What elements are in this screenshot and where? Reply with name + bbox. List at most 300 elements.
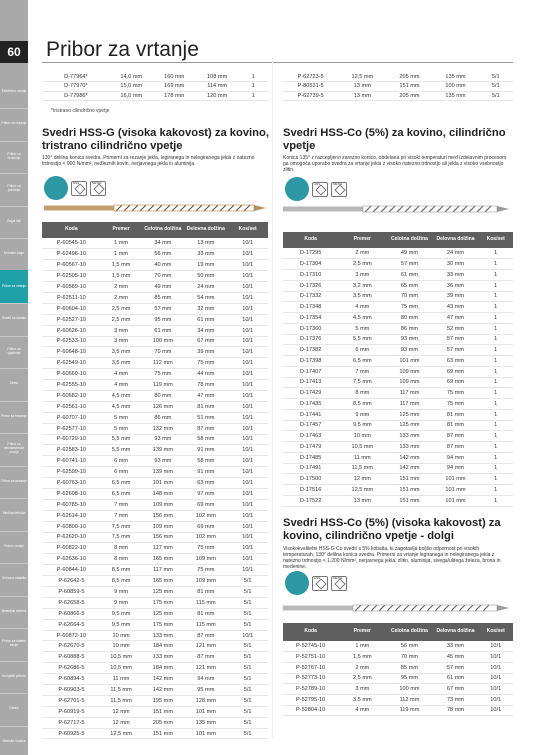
table-row (283, 641, 513, 652)
sidebar-item[interactable] (0, 433, 28, 467)
table-row (283, 291, 513, 302)
table-cell: D-17310 (283, 270, 338, 281)
table-cell: 11,5 mm (338, 463, 386, 474)
table-cell: 12,5 mm (338, 72, 386, 82)
table-row (42, 390, 268, 401)
table-cell: 47 mm (184, 390, 227, 401)
table-cell: P-62549-10 (42, 358, 101, 369)
table-cell: 75 mm (432, 399, 478, 410)
table-cell: 1 (478, 495, 513, 506)
table-cell: 1 (478, 452, 513, 463)
table-cell: 10/1 (227, 445, 268, 456)
table-cell: 4,5 mm (101, 390, 142, 401)
sidebar-item[interactable] (0, 335, 28, 369)
page-number: 60 (0, 41, 28, 63)
table-cell: 1 (478, 259, 513, 270)
table-cell: 87 mm (184, 423, 227, 434)
table-cell: 10/1 (227, 380, 268, 391)
table-cell: 63 mm (184, 478, 227, 489)
table-cell: P-60604-10 (42, 303, 101, 314)
table-row (283, 694, 513, 705)
table-cell: 109 mm (184, 554, 227, 565)
table-cell: 7 mm (338, 366, 386, 377)
table-cell: P-60741-10 (42, 456, 101, 467)
table-cell: 8,5 mm (101, 576, 142, 587)
table-cell: 10/1 (227, 292, 268, 303)
table-cell: P-62555-10 (42, 380, 101, 391)
table-cell: P-60888-5 (42, 652, 101, 663)
table-row (283, 673, 513, 684)
table-cell: 148 mm (141, 488, 184, 499)
table-cell: 1 (478, 442, 513, 453)
table-cell: 54 mm (184, 292, 227, 303)
table-cell: P-60567-10 (42, 260, 101, 271)
table-cell: 12,5 mm (101, 728, 142, 739)
table-cell: 133 mm (386, 431, 432, 442)
table-cell: 5 mm (101, 412, 142, 423)
table-cell: 10/1 (227, 543, 268, 554)
table-cell: P-62658-5 (42, 597, 101, 608)
table-cell: 1 (478, 474, 513, 485)
table-cell: 2,5 mm (338, 259, 386, 270)
table-cell: 9 mm (101, 597, 142, 608)
table-cell: P-60925-5 (42, 728, 101, 739)
table-cell: P-60648-10 (42, 347, 101, 358)
table-cell: 6,5 mm (101, 488, 142, 499)
table-cell: P-62599-10 (42, 467, 101, 478)
table-row (42, 619, 268, 630)
table-cell: 133 mm (386, 442, 432, 453)
table-cell: 57 mm (432, 345, 478, 356)
table-cell: 1 (478, 291, 513, 302)
table-cell: 70 mm (141, 271, 184, 282)
table-cell: 142 mm (141, 674, 184, 685)
table-cell: D-17435 (283, 399, 338, 410)
table-cell: 56 mm (141, 249, 184, 260)
table-cell: 5/1 (227, 576, 268, 587)
table-cell: 117 mm (141, 543, 184, 554)
table-cell: D-17457 (283, 420, 338, 431)
table-row (283, 474, 513, 485)
table-cell: 39 mm (184, 347, 227, 358)
table-cell: 5,5 mm (101, 445, 142, 456)
table-cell: D-17326 (283, 280, 338, 291)
table-cell: P-62608-10 (42, 488, 101, 499)
table-cell: 10/1 (227, 456, 268, 467)
table-cell: 78 mm (184, 380, 227, 391)
table-cell: 1 (478, 463, 513, 474)
sidebar-item-label: Delovna oblačila (1, 576, 27, 581)
sidebar-item[interactable] (0, 563, 28, 597)
column-header: Kos/set (478, 623, 513, 641)
table-row (42, 685, 268, 696)
table-cell: 1 (478, 248, 513, 259)
table-cell: 10/1 (227, 369, 268, 380)
table-cell: 109 mm (386, 366, 432, 377)
table-cell: 135 mm (184, 717, 227, 728)
table-cell: 151 mm (386, 82, 432, 92)
table-row (42, 434, 268, 445)
table-cell: 184 mm (141, 663, 184, 674)
table-cell: P-62686-5 (42, 663, 101, 674)
title-rule (42, 62, 513, 63)
table-cell: 5/1 (227, 652, 268, 663)
column-divider (272, 58, 273, 738)
table-row (283, 323, 513, 334)
table-cell: P-62717-5 (42, 717, 101, 728)
sidebar-item[interactable] (0, 75, 28, 109)
table-cell: 1 (239, 91, 268, 101)
table-row (283, 270, 513, 281)
table-cell: 10,5 mm (101, 652, 142, 663)
table-cell: 10/1 (227, 488, 268, 499)
table-cell: 133 mm (141, 630, 184, 641)
table-cell: 6 mm (101, 467, 142, 478)
table-cell: 10/1 (227, 336, 268, 347)
table-cell: 67 mm (432, 684, 478, 695)
table-cell: 58 mm (184, 456, 227, 467)
table-cell: P-62511-10 (42, 292, 101, 303)
table-cell: 117 mm (386, 399, 432, 410)
table-row (42, 695, 268, 706)
table-cell: P-60894-5 (42, 674, 101, 685)
table-cell: 1 (478, 485, 513, 496)
table-cell: 10/1 (227, 358, 268, 369)
table-cell: 9,5 mm (338, 420, 386, 431)
table-row (283, 442, 513, 453)
table-cell: D-17376 (283, 334, 338, 345)
table-cell: 133 mm (141, 652, 184, 663)
table-cell: 139 mm (141, 467, 184, 478)
section3-title: Svedri HSS-Co (5%) (visoka kakovost) za kovino, cilindrično vpetje - dolgi (283, 517, 501, 543)
table-cell: 100 mm (386, 684, 432, 695)
table-cell: 10,5 mm (338, 442, 386, 453)
sidebar-item[interactable] (0, 498, 28, 532)
section2-icons (285, 177, 347, 201)
table-cell: 2 mm (101, 292, 142, 303)
table-cell: D-17304 (283, 259, 338, 270)
table-cell: P-60626-10 (42, 325, 101, 336)
table-cell: 5/1 (478, 72, 513, 82)
hss-icon: HSS (312, 182, 328, 197)
table-cell: 3,5 mm (338, 291, 386, 302)
table-cell: 101 mm (432, 485, 478, 496)
table-cell: D-17491 (283, 463, 338, 474)
column-header: Premer (101, 222, 142, 238)
table-cell: 1 (478, 366, 513, 377)
sidebar-item[interactable] (0, 368, 28, 402)
table-row (42, 652, 268, 663)
sidebar-item-label: Ostalo (9, 706, 19, 711)
table-row (42, 271, 268, 282)
table-cell: 8 mm (101, 554, 142, 565)
table-cell: P-52773-10 (283, 673, 338, 684)
table-cell: 61 mm (386, 270, 432, 281)
table-cell: 75 mm (432, 388, 478, 399)
table-cell: 75 mm (386, 302, 432, 313)
table-cell: 10/1 (227, 554, 268, 565)
table-cell: 57 mm (432, 334, 478, 345)
table-cell: D-17429 (283, 388, 338, 399)
table-cell: 1 (478, 431, 513, 442)
table-cell: 135 mm (432, 72, 478, 82)
table-row (42, 292, 268, 303)
table-cell: 50 mm (184, 271, 227, 282)
metal-icon: METAL (331, 576, 347, 591)
sidebar-item[interactable] (0, 465, 28, 499)
table-row (283, 388, 513, 399)
table-cell: P-62505-10 (42, 271, 101, 282)
table-cell: P-62533-10 (42, 336, 101, 347)
table-cell: 10/1 (227, 390, 268, 401)
table-cell: 87 mm (432, 431, 478, 442)
table-cell: 10/1 (478, 684, 513, 695)
table-cell: 1 (478, 280, 513, 291)
table-cell: P-62723-5 (283, 72, 338, 82)
table-cell: 3 mm (338, 684, 386, 695)
table-cell: P-60785-10 (42, 499, 101, 510)
drill-bit-image (44, 202, 270, 214)
table-cell: 5/1 (478, 82, 513, 92)
table-cell: 69 mm (432, 366, 478, 377)
table-cell: 95 mm (386, 673, 432, 684)
table-row (42, 608, 268, 619)
sidebar-item[interactable] (0, 660, 28, 694)
table-cell: 102 mm (184, 510, 227, 521)
table-row (283, 334, 513, 345)
table-cell: P-60800-10 (42, 521, 101, 532)
table-cell: 5/1 (227, 706, 268, 717)
table-cell: 10/1 (227, 325, 268, 336)
table-cell: 109 mm (184, 576, 227, 587)
table-cell: 34 mm (184, 325, 227, 336)
table-cell: D-17463 (283, 431, 338, 442)
table-row (42, 532, 268, 543)
table-row (42, 72, 268, 82)
table-cell: 8 mm (101, 543, 142, 554)
table-cell: 33 mm (432, 641, 478, 652)
table-cell: 43 mm (432, 302, 478, 313)
column-header: Celotna dolžina (386, 623, 432, 641)
table-cell: 9,5 mm (101, 608, 142, 619)
table-row (42, 717, 268, 728)
table-cell: 40 mm (141, 260, 184, 271)
table-cell: P-52789-10 (283, 684, 338, 695)
table-row (283, 356, 513, 367)
table-cell: 9 mm (101, 587, 142, 598)
table-cell: 156 mm (141, 510, 184, 521)
table-cell: 11,5 mm (101, 695, 142, 706)
table-row (42, 499, 268, 510)
table-cell: 49 mm (386, 248, 432, 259)
table-cell: 9,5 mm (101, 619, 142, 630)
table-cell: 5,5 mm (101, 434, 142, 445)
table-cell: 126 mm (141, 401, 184, 412)
drill-type-icon (285, 571, 309, 595)
table-cell: 6 mm (101, 456, 142, 467)
table-cell: 115 mm (184, 597, 227, 608)
table-cell: P-60707-10 (42, 412, 101, 423)
sidebar-item[interactable] (0, 628, 28, 662)
table-cell: 10/1 (478, 694, 513, 705)
table-row (283, 313, 513, 324)
table-cell: 80 mm (386, 313, 432, 324)
table-cell: 151 mm (141, 728, 184, 739)
table-cell: P-52795-10 (283, 694, 338, 705)
table-cell: 10/1 (227, 630, 268, 641)
table-cell: 12,5 mm (338, 485, 386, 496)
table-cell: 67 mm (184, 336, 227, 347)
table-row (283, 409, 513, 420)
sidebar-item[interactable] (0, 530, 28, 564)
table-row (42, 674, 268, 685)
sidebar-item[interactable] (0, 725, 28, 755)
sidebar-item[interactable] (0, 400, 28, 434)
table-cell: 1 mm (338, 641, 386, 652)
table-cell: 12 mm (101, 717, 142, 728)
table-cell: 13 mm (338, 91, 386, 101)
table-cell: 10/1 (227, 423, 268, 434)
table-row (283, 72, 513, 82)
sidebar-item[interactable] (0, 108, 28, 142)
table-cell: 63 mm (432, 356, 478, 367)
table-cell: P-60682-10 (42, 390, 101, 401)
page-title: Pribor za vrtanje (46, 38, 199, 61)
column-header: Celotna dolžina (386, 232, 432, 248)
table-cell: 91 mm (184, 445, 227, 456)
table-cell: 1 (478, 270, 513, 281)
sidebar-item[interactable] (0, 173, 28, 207)
table-cell: 10/1 (478, 662, 513, 673)
table-cell: 3,5 mm (101, 347, 142, 358)
sidebar-item[interactable] (0, 303, 28, 337)
table-cell: 36 mm (432, 280, 478, 291)
top-right-table (283, 72, 513, 101)
table-cell: 3 mm (101, 336, 142, 347)
table-cell: 45 mm (432, 652, 478, 663)
table-row (42, 238, 268, 249)
column-header: Kos/set (478, 232, 513, 248)
sidebar-item[interactable] (0, 270, 28, 304)
table-cell: 81 mm (432, 420, 478, 431)
sidebar-item[interactable] (0, 238, 28, 272)
table-cell: 61 mm (432, 673, 478, 684)
table-cell: 3,5 mm (101, 358, 142, 369)
table-cell: 81 mm (184, 401, 227, 412)
table-cell: 10/1 (227, 260, 268, 271)
table-cell: 81 mm (184, 587, 227, 598)
table-cell: 1,5 mm (101, 260, 142, 271)
table-cell: 73 mm (432, 694, 478, 705)
table-cell: 49 mm (141, 282, 184, 293)
table-row (283, 399, 513, 410)
table-cell: 178 mm (153, 91, 196, 101)
section1-title: Svedri HSS-G (visoka kakovost) za kovino, tristrano cilindrično vpetje (42, 127, 269, 153)
table-cell: 70 mm (386, 652, 432, 663)
sidebar-item[interactable] (0, 140, 28, 174)
table-row (283, 684, 513, 695)
table-cell: P-60903-5 (42, 685, 101, 696)
table-cell: 1 mm (101, 249, 142, 260)
sidebar-item-label: Pribor za sesanje (1, 478, 27, 483)
sidebar-item[interactable] (0, 595, 28, 629)
table-cell: 75 mm (184, 565, 227, 576)
table-cell: 100 mm (141, 336, 184, 347)
table-cell: 7 mm (101, 499, 142, 510)
table-row (42, 325, 268, 336)
table-cell: 57 mm (432, 662, 478, 673)
table-row (42, 587, 268, 598)
table-cell: 109 mm (141, 521, 184, 532)
table-cell: 112 mm (386, 694, 432, 705)
table-cell: 1 (478, 409, 513, 420)
table-cell: 7,5 mm (338, 377, 386, 388)
column-header: Koda (283, 232, 338, 248)
table-cell: 69 mm (432, 377, 478, 388)
table-row (283, 280, 513, 291)
table-cell: 101 mm (432, 474, 478, 485)
table-cell: P-62739-5 (283, 91, 338, 101)
table-row (42, 358, 268, 369)
column-header: Delovna dolžina (432, 623, 478, 641)
section2-title: Svedri HSS-Co (5%) za kovino, cilindrično vpetje (283, 127, 506, 153)
table-cell: 13 mm (184, 238, 227, 249)
column-header: Koda (42, 222, 101, 238)
table-cell: 119 mm (141, 380, 184, 391)
table-cell: 7 mm (101, 510, 142, 521)
table-row (42, 488, 268, 499)
table-cell: 1 (478, 420, 513, 431)
table-cell: 33 mm (184, 249, 227, 260)
table-cell: P-62642-5 (42, 576, 101, 587)
table-cell: 101 mm (432, 495, 478, 506)
table-cell: 10/1 (227, 532, 268, 543)
table-row (283, 705, 513, 716)
hss-icon: HSS (312, 576, 328, 591)
table-cell: 120 mm (196, 91, 239, 101)
sidebar-item-label: Električno orodje (1, 88, 27, 93)
table-cell: 13 mm (338, 495, 386, 506)
table-cell: 57 mm (386, 259, 432, 270)
table-cell: 8,5 mm (338, 399, 386, 410)
table-row (42, 630, 268, 641)
table-cell: 1 (478, 302, 513, 313)
table-row (42, 347, 268, 358)
sidebar-item-label: Pribor za rezanje (1, 121, 27, 126)
sidebar-item-label: Pribor za vrtanje (1, 283, 26, 288)
table-cell: 4 mm (101, 380, 142, 391)
table-row (283, 495, 513, 506)
section1-description: 130° delilna konica svedra. Primerni za rezanje jekla, legiranega in nelegiranega jekla z natezno trdnostjo < 900 N/mm², nežleznih kovin, nerjavnega jekla in aluminija. (42, 155, 255, 168)
table-cell: D-77986* (42, 91, 110, 101)
table-cell: 5/1 (227, 587, 268, 598)
table-cell: 94 mm (432, 463, 478, 474)
table-cell: 7,5 mm (101, 521, 142, 532)
table-cell: 81 mm (184, 608, 227, 619)
table-cell: D-17522 (283, 495, 338, 506)
sidebar-item[interactable] (0, 205, 28, 239)
table-cell: 5/1 (227, 641, 268, 652)
table-cell: 14,0 mm (110, 72, 153, 82)
table-cell: D-17360 (283, 323, 338, 334)
table-cell: 5 mm (101, 423, 142, 434)
table-cell: P-80531-5 (283, 82, 338, 92)
table-cell: 2 mm (338, 248, 386, 259)
sidebar-item[interactable] (0, 693, 28, 727)
table-cell: 10/1 (227, 565, 268, 576)
table-cell: 87 mm (432, 442, 478, 453)
column-header: Kos/set (227, 222, 268, 238)
